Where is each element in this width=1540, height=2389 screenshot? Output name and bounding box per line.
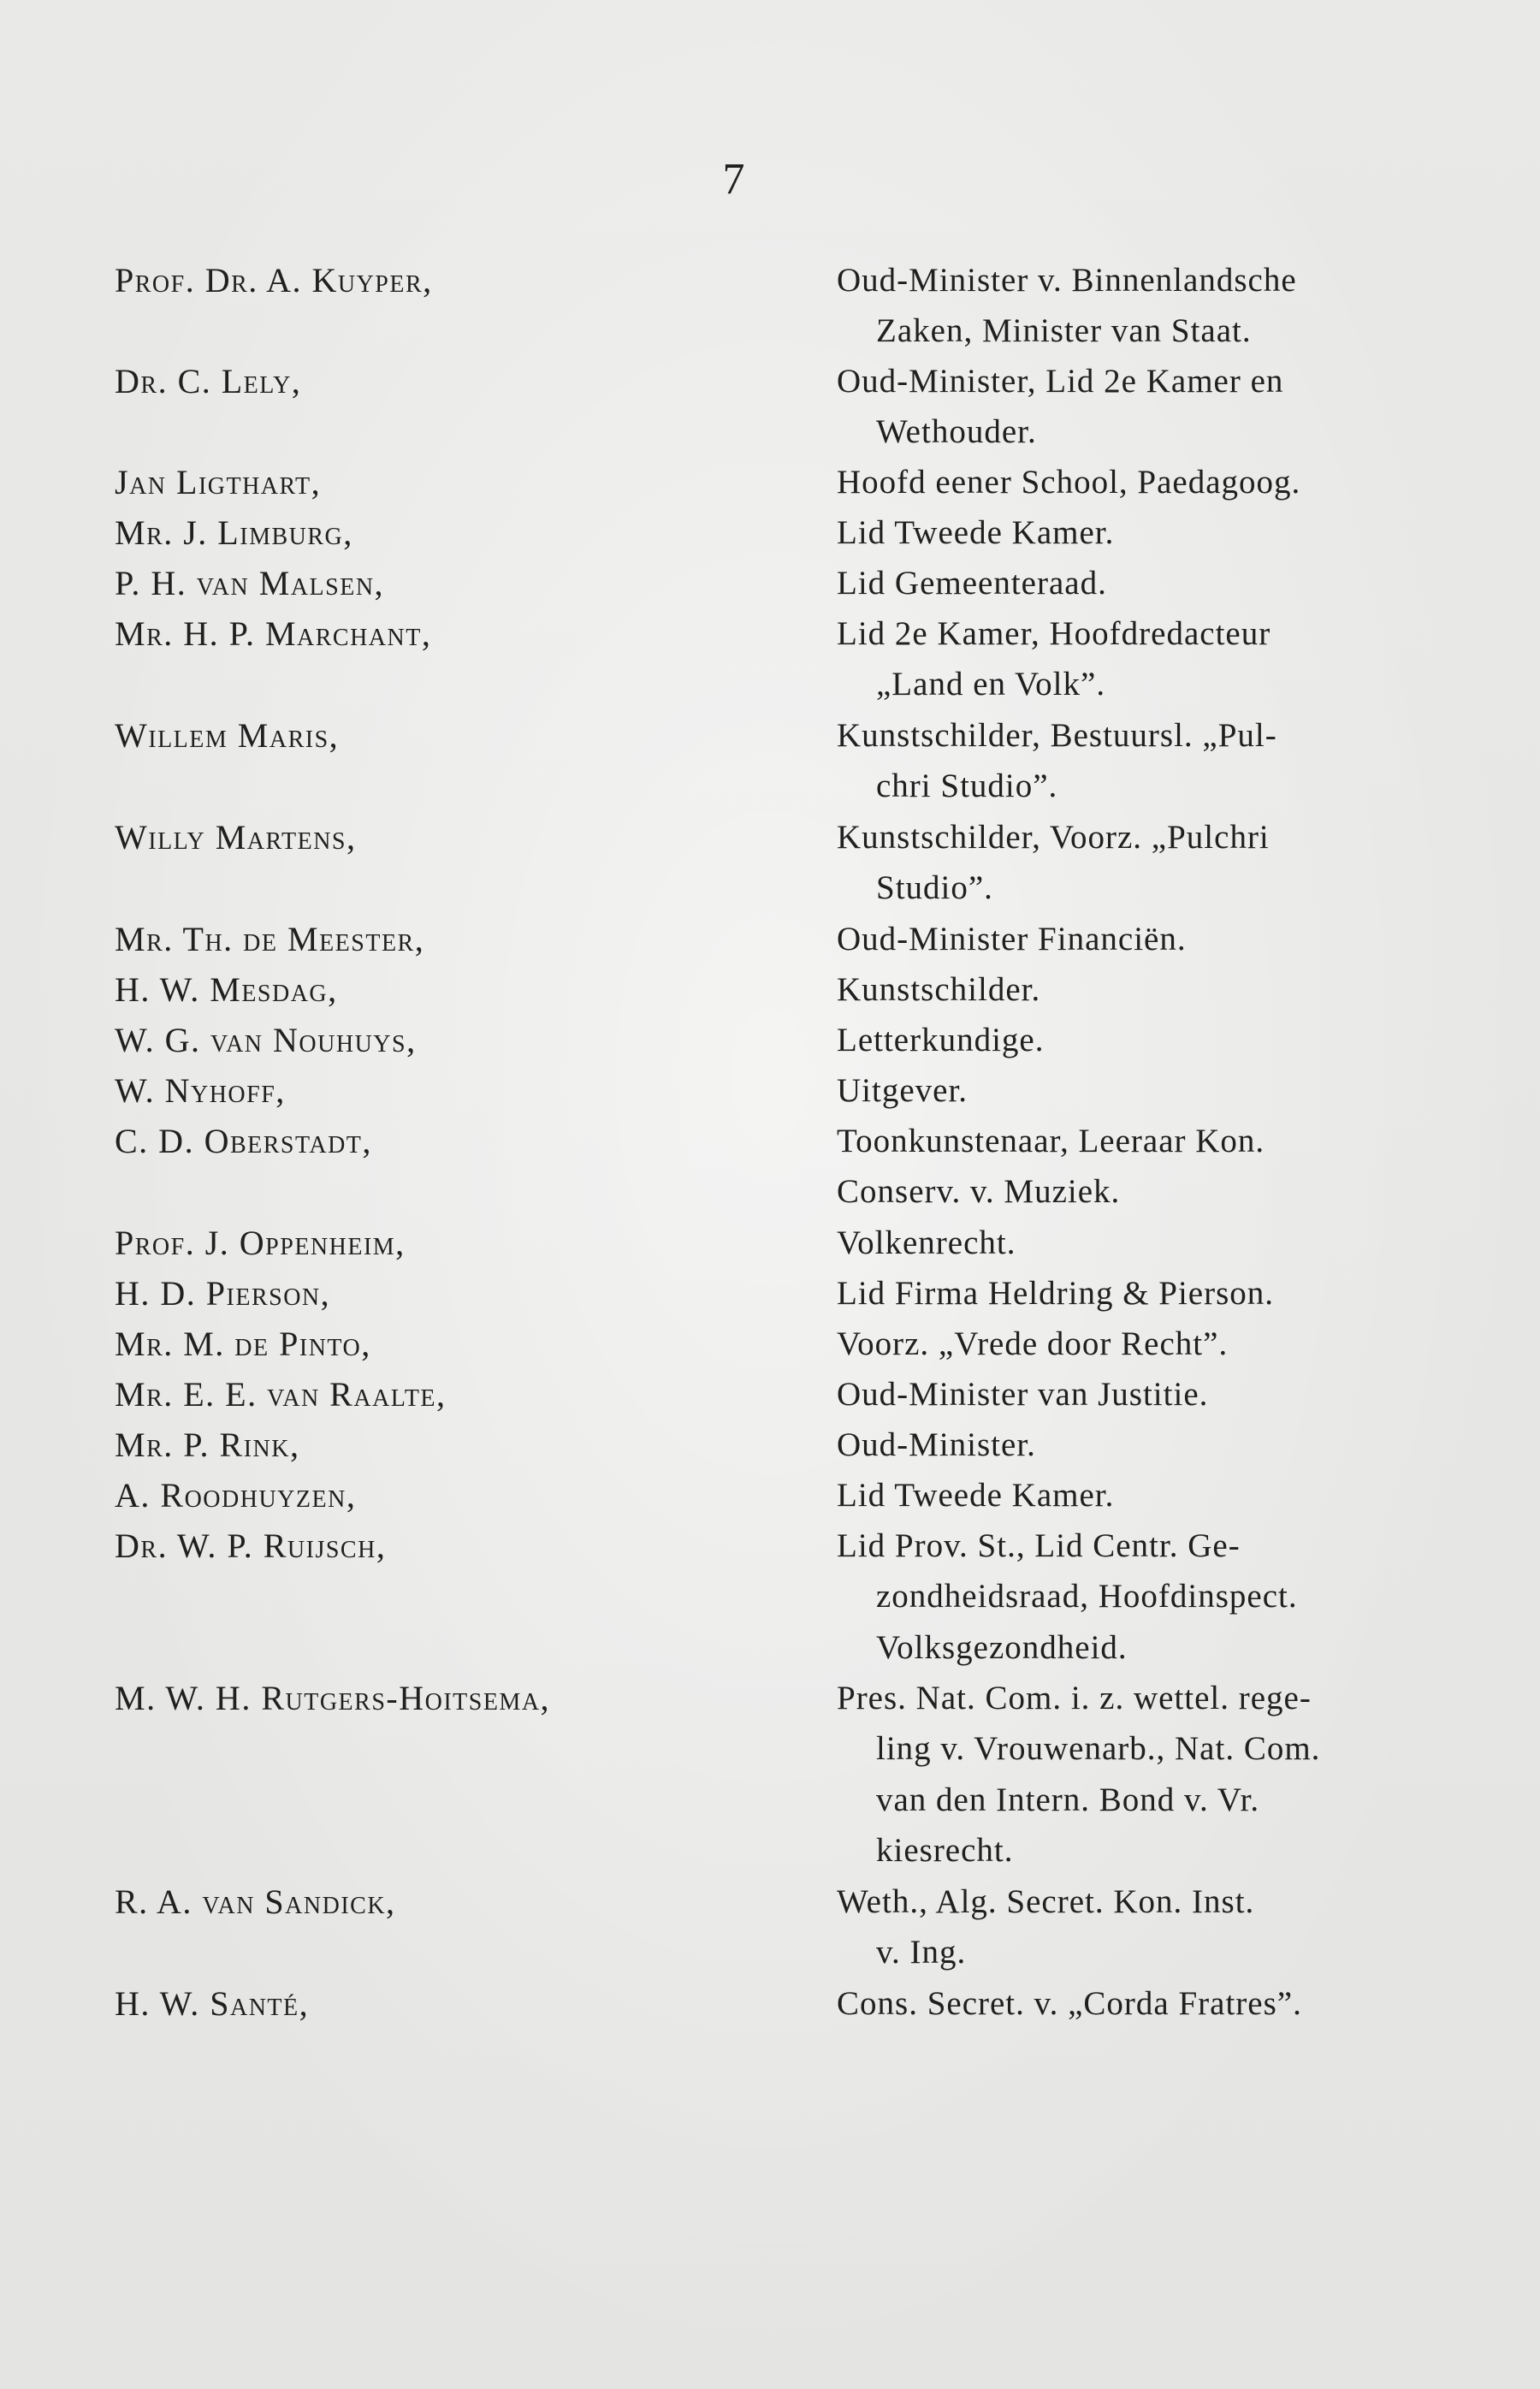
entry-description xyxy=(837,356,1359,458)
description-line: Lid Gemeenteraad. xyxy=(837,565,1107,602)
description-line: Oud-Minister v. Binnenlandsche xyxy=(837,262,1297,299)
description-line: Voorz. „Vrede door Recht”. xyxy=(837,1325,1229,1362)
entry-name: Mr. J. Limburg, xyxy=(115,513,353,552)
entry-description xyxy=(837,1065,1359,1116)
description-line: Kunstschilder, Bestuursl. „Pul- xyxy=(837,717,1277,754)
description-line: Volksgezondheid. xyxy=(876,1628,1128,1666)
entry-name: Willem Maris, xyxy=(115,716,340,755)
entry-description xyxy=(837,457,1359,507)
entry-name: Prof. Dr. A. Kuyper, xyxy=(115,261,433,299)
entry-name: R. A. van Sandick, xyxy=(115,1882,396,1921)
description-line: Toonkunstenaar, Leeraar Kon. xyxy=(837,1123,1265,1159)
entry-description xyxy=(837,1876,1359,1978)
description-line: Zaken, Minister van Staat. xyxy=(876,312,1252,350)
entry-name: Mr. P. Rink, xyxy=(115,1426,300,1464)
description-line: Wethouder. xyxy=(876,413,1037,451)
entry-description xyxy=(837,964,1359,1015)
entry-description xyxy=(837,255,1359,357)
entry-name: W. Nyhoff, xyxy=(115,1071,286,1110)
description-line: Lid 2e Kamer, Hoofdredacteur xyxy=(837,615,1271,652)
description-line: Kunstschilder, Voorz. „Pulchri xyxy=(837,819,1270,856)
entry-name: M. W. H. Rutgers-Hoitsema, xyxy=(115,1679,551,1717)
description-line: kiesrecht. xyxy=(876,1832,1014,1870)
description-line: zondheidsraad, Hoofdinspect. xyxy=(876,1578,1298,1615)
entry-description xyxy=(837,1369,1359,1420)
entry-name: Prof. J. Oppenheim, xyxy=(115,1224,406,1262)
entry-name: Mr. M. de Pinto, xyxy=(115,1325,371,1363)
entry-name: H. W. Mesdag, xyxy=(115,970,338,1009)
description-line: Pres. Nat. Com. i. z. wettel. rege- xyxy=(837,1680,1312,1716)
description-line: Weth., Alg. Secret. Kon. Inst. xyxy=(837,1883,1255,1920)
entry-description xyxy=(837,1470,1359,1521)
description-line: Oud-Minister van Justitie. xyxy=(837,1376,1209,1413)
description-line: Studio”. xyxy=(876,869,993,907)
entry-description xyxy=(837,1673,1359,1876)
description-line: chri Studio”. xyxy=(876,768,1058,805)
entry-description xyxy=(837,1319,1359,1369)
entry-description xyxy=(837,1116,1359,1218)
description-line: Lid Tweede Kamer. xyxy=(837,1477,1115,1514)
description-line: Lid Tweede Kamer. xyxy=(837,514,1115,551)
entry-name: Jan Ligthart, xyxy=(115,463,322,501)
entry-name: Mr. Th. de Meester, xyxy=(115,920,425,958)
entry-description xyxy=(837,1978,1359,2029)
entry-description xyxy=(837,1420,1359,1470)
entry-description xyxy=(837,608,1359,710)
entry-description xyxy=(837,558,1359,608)
entry-description xyxy=(837,1521,1359,1673)
entry-description xyxy=(837,1268,1359,1319)
description-line: Uitgever. xyxy=(837,1072,968,1109)
description-line: Oud-Minister Financiën. xyxy=(837,921,1187,957)
description-line: Oud-Minister, Lid 2e Kamer en xyxy=(837,363,1284,400)
entry-description xyxy=(837,1015,1359,1065)
entry-name: P. H. van Malsen, xyxy=(115,564,385,602)
description-line: Conserv. v. Muziek. xyxy=(837,1173,1121,1211)
description-line: Hoofd eener School, Paedagoog. xyxy=(837,464,1301,501)
description-line: Oud-Minister. xyxy=(837,1426,1036,1463)
entry-description xyxy=(837,914,1359,964)
entry-name: Mr. H. P. Marchant, xyxy=(115,614,432,653)
entry-name: Dr. W. P. Ruijsch, xyxy=(115,1526,387,1565)
description-line: ling v. Vrouwenarb., Nat. Com. xyxy=(876,1730,1321,1768)
entry-description xyxy=(837,812,1359,914)
description-line: Lid Firma Heldring & Pierson. xyxy=(837,1275,1275,1312)
description-line: v. Ing. xyxy=(876,1934,967,1971)
page-number: 7 xyxy=(722,155,745,204)
entry-name: A. Roodhuyzen, xyxy=(115,1476,357,1515)
entry-name: C. D. Oberstadt, xyxy=(115,1122,372,1160)
description-line: Cons. Secret. v. „Corda Fratres”. xyxy=(837,1985,1302,2022)
description-line: „Land en Volk”. xyxy=(876,666,1106,703)
entry-description xyxy=(837,507,1359,558)
entry-name: Dr. C. Lely, xyxy=(115,362,302,400)
description-line: Lid Prov. St., Lid Centr. Ge- xyxy=(837,1527,1241,1564)
description-line: Volkenrecht. xyxy=(837,1224,1016,1261)
entry-name: H. D. Pierson, xyxy=(115,1274,331,1313)
entry-name: Willy Martens, xyxy=(115,818,357,857)
entry-name: H. W. Santé, xyxy=(115,1984,310,2023)
description-line: Kunstschilder. xyxy=(837,971,1041,1008)
entry-name: W. G. van Nouhuys, xyxy=(115,1021,417,1059)
description-line: van den Intern. Bond v. Vr. xyxy=(876,1781,1260,1818)
entry-name: Mr. E. E. van Raalte, xyxy=(115,1375,447,1414)
entry-description xyxy=(837,710,1359,812)
description-line: Letterkundige. xyxy=(837,1022,1045,1058)
entry-description xyxy=(837,1218,1359,1268)
